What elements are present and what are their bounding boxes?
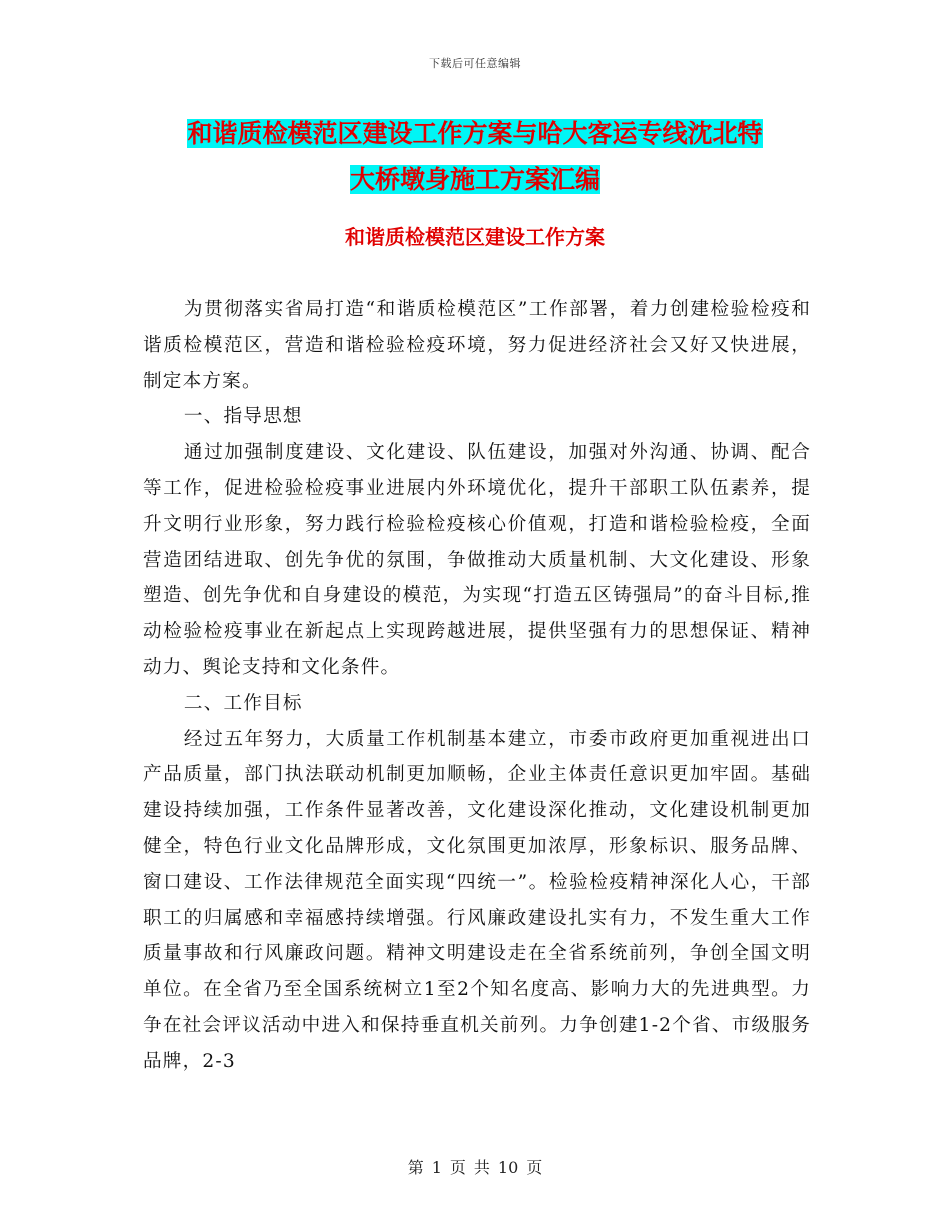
total-label: 共 (473, 1158, 490, 1177)
heading-work-goals: 二、工作目标 (183, 692, 303, 714)
section-title: 和谐质检模范区建设工作方案 (345, 225, 605, 249)
page-unit: 页 (449, 1158, 466, 1177)
document-body (143, 292, 811, 1080)
paragraph-guiding-thought: 通过加强制度建设、文化建设、队伍建设，加强对外沟通、协调、配合等工作，促进检验检疫事业进展内外环境优化，提升干部职工队伍素养，提升文明行业形象，努力践行检验检疫核心价值观，打造和谐检验检疫，全面营造团结进取、创先争优的氛围，争做推动大质量机制、大文化建设、形象塑造、创先争优和自身建设的模范，为实现“打造五区铸强局”的奋斗目标,推动检验检疫事业在新起点上实现跨越进展，提供坚强有力的思想保证、精神动力、舆论支持和文化条件。 (143, 442, 811, 678)
document-title-line-1: 和谐质检模范区建设工作方案与哈大客运专线沈北特 (187, 119, 763, 148)
page-footer (0, 1155, 950, 1178)
page-label: 第 (407, 1158, 424, 1177)
document-title-line-2: 大桥墩身施工方案汇编 (349, 165, 600, 194)
paragraph-intro: 为贯彻落实省局打造“和谐质检模范区”工作部署，着力创建检验检疫和谐质检模范区，营造和谐检验检疫环境，努力促进经济社会又好又快进展，制定本方案。 (143, 299, 811, 392)
paragraph-work-goals: 经过五年努力，大质量工作机制基本建立，市委市政府更加重视进出口产品质量，部门执法联动机制更加顺畅，企业主体责任意识更加牢固。基础建设持续加强，工作条件显著改善，文化建设深化推动，文化建设机制更加健全，特色行业文化品牌形成，文化氛围更加浓厚，形象标识、服务品牌、窗口建设、工作法律规范全面实现“四统一”。检验检疫精神深化人心，干部职工的归属感和幸福感持续增强。行风廉政建设扎实有力，不发生重大工作质量事故和行风廉政问题。精神文明建设走在全省系统前列，争创全国文明单位。在全省乃至全国系统树立1至2个知名度高、影响力大的先进典型。力争在社会评议活动中进入和保持垂直机关前列。力争创建1-2个省、市级服务品牌，2-3 (143, 728, 811, 1072)
total-unit: 页 (526, 1158, 543, 1177)
heading-guiding-thought: 一、指导思想 (183, 406, 303, 428)
page-header-note: 下载后可任意编辑 (429, 57, 521, 70)
total-pages: 10 (497, 1158, 519, 1177)
document-title (0, 111, 950, 203)
page-number: 1 (431, 1158, 442, 1177)
